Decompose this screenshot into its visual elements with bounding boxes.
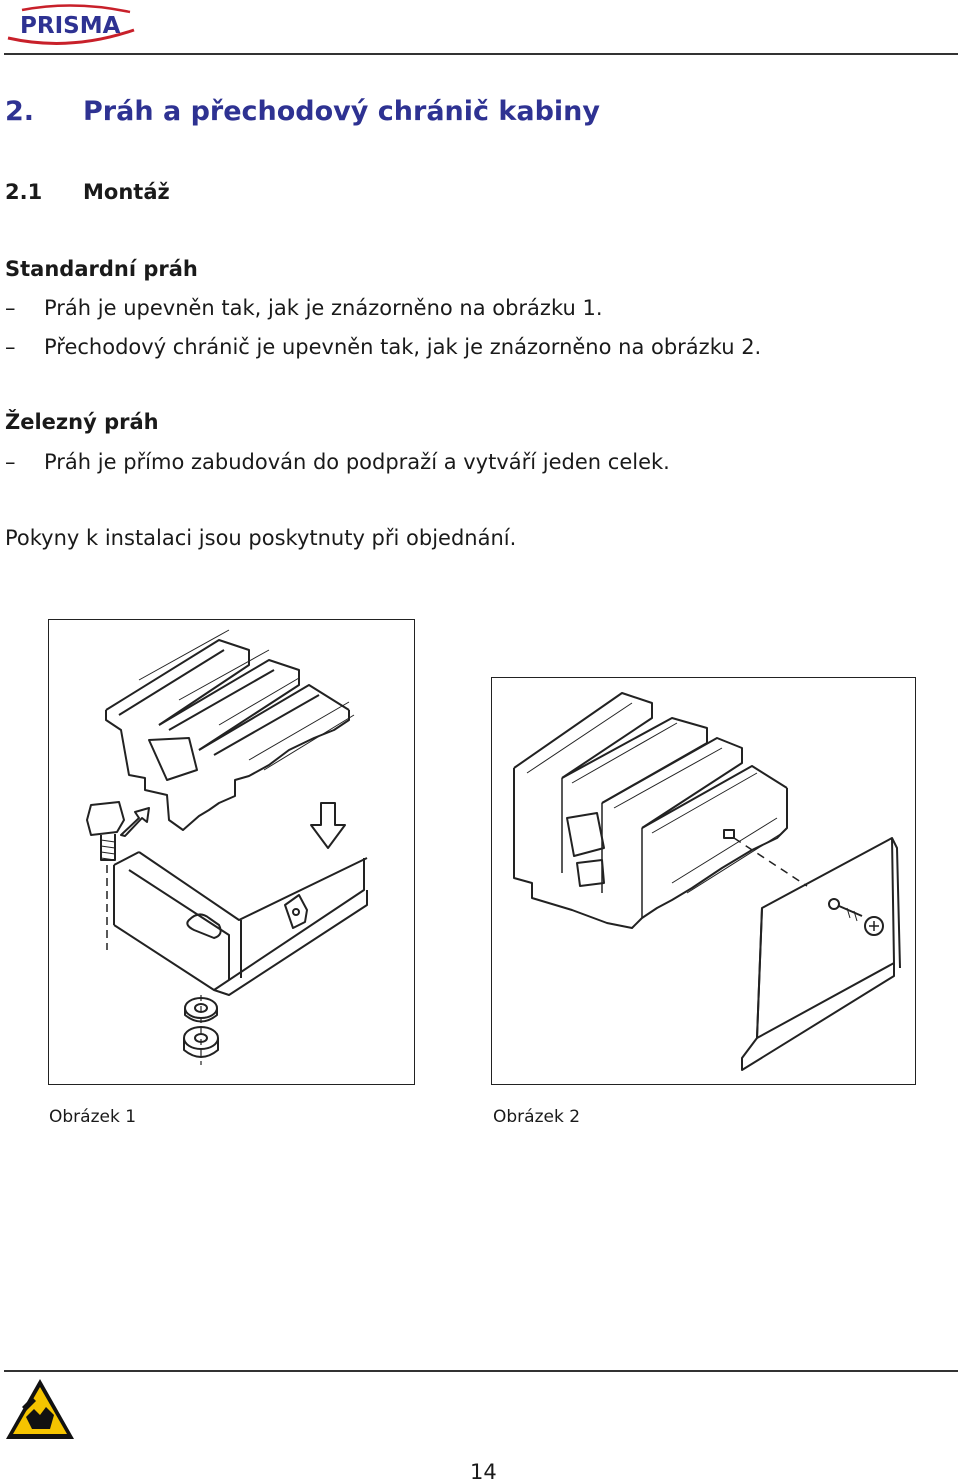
header-rule bbox=[4, 53, 958, 55]
iron-threshold-heading: Železný práh bbox=[5, 410, 159, 434]
footer-rule bbox=[4, 1370, 958, 1372]
list-item: – Přechodový chránič je upevněn tak, jak je znázorněno na obrázku 2. bbox=[5, 335, 762, 359]
prisma-logo bbox=[4, 2, 136, 48]
hand-crush-warning-icon bbox=[4, 1377, 76, 1441]
threshold-mounting-drawing bbox=[49, 620, 414, 1084]
transition-guard-drawing bbox=[492, 678, 915, 1084]
figure-2-caption: Obrázek 2 bbox=[493, 1107, 581, 1127]
subsection-title: Montáž bbox=[83, 180, 170, 204]
list-item: – Práh je upevněn tak, jak je znázorněno na obrázku 1. bbox=[5, 296, 603, 320]
figure-2 bbox=[491, 677, 916, 1085]
section-number: 2. bbox=[5, 96, 35, 127]
page-number: 14 bbox=[470, 1460, 497, 1484]
subsection-number: 2.1 bbox=[5, 180, 43, 204]
logo-text: PRISMA bbox=[20, 13, 121, 39]
figure-1-caption: Obrázek 1 bbox=[49, 1107, 137, 1127]
subsection-heading bbox=[5, 180, 170, 204]
figure-1 bbox=[48, 619, 415, 1085]
standard-threshold-heading: Standardní práh bbox=[5, 257, 198, 281]
installation-note: Pokyny k instalaci jsou poskytnuty při objednání. bbox=[5, 526, 517, 550]
section-title: Práh a přechodový chránič kabiny bbox=[83, 96, 600, 127]
list-item: – Práh je přímo zabudován do podpraží a vytváří jeden celek. bbox=[5, 450, 670, 474]
section-heading bbox=[5, 96, 600, 127]
